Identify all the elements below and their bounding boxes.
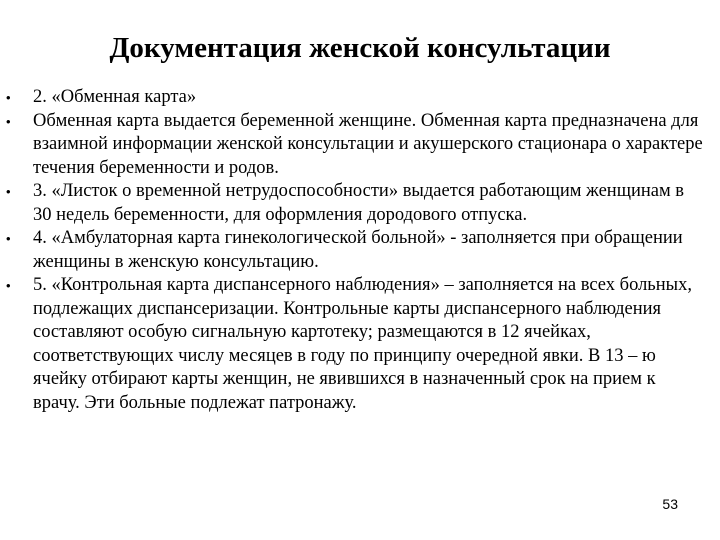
- bullet-dot-icon: •: [6, 231, 11, 246]
- bullet-list: [0, 86, 720, 415]
- bullet-item: [0, 227, 720, 274]
- bullet-text: 3. «Листок о временной нетрудоспособности» выдается работающим женщинам в 30 недель беременности, для оформления дородового отпуска.: [33, 181, 685, 225]
- bullet-text: 4. «Амбулаторная карта гинекологической больной» - заполняется при обращении женщины в женскую консультацию.: [33, 228, 683, 272]
- bullet-item: [0, 274, 720, 415]
- bullet-item: [0, 110, 720, 181]
- slide-title: Документация женской консультации: [109, 32, 611, 64]
- bullet-text: 5. «Контрольная карта диспансерного наблюдения» – заполняется на всех больных, подлежащих диспансеризации. Контрольные карты диспансерного наблюдения составляют особую сигнальную картотеку; размещаются в 12 ячейках, соответствующих числу месяцев в году по принципу очередной явки. В 13 – ю ячейку отбирают карты женщин, не явившихся в назначенный срок на прием к врачу. Эти больные подлежат патронажу.: [33, 275, 692, 413]
- bullet-item: [0, 86, 720, 110]
- bullet-dot-icon: •: [6, 90, 11, 105]
- page-number: 53: [662, 496, 678, 512]
- bullet-dot-icon: •: [6, 278, 11, 293]
- bullet-item: [0, 180, 720, 227]
- bullet-text: 2. «Обменная карта»: [33, 87, 197, 107]
- bullet-dot-icon: •: [6, 184, 11, 199]
- bullet-text: Обменная карта выдается беременной женщине. Обменная карта предназначена для взаимной информации женской консультации и акушерского стационара о характере течения беременности и родов.: [33, 110, 703, 178]
- bullet-dot-icon: •: [6, 113, 11, 129]
